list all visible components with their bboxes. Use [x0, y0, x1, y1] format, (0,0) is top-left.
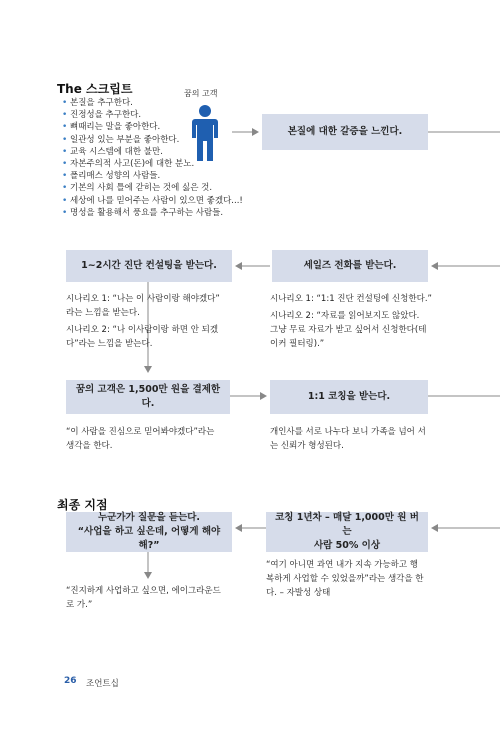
section-title-final: 최종 지점 — [57, 498, 108, 512]
box-line: 코칭 1년차 – 매달 1,000만 원 버는 — [275, 512, 419, 537]
step-box-2: 1~2시간 진단 컨설팅을 받는다. — [66, 250, 232, 282]
list-item: • 폴리매스 성향의 사람들. — [62, 170, 243, 182]
note-line: “이 사람을 진심으로 믿어봐야겠다”라는 — [66, 427, 215, 437]
list-item: • 진정성을 추구한다. — [62, 109, 243, 121]
note-scenario-2-left — [66, 323, 256, 351]
note-line: 시나리오 1: “나는 이 사람이랑 해야겠다” — [66, 294, 220, 304]
list-item: • 교육 시스템에 대한 불만. — [62, 146, 243, 158]
list-item: • 기본의 사회 틀에 갇히는 것에 싫은 것. — [62, 182, 243, 194]
note-line: 시나리오 1: “1:1 진단 컨설팅에 신청한다.” — [270, 294, 432, 304]
note-line: 복하게 사업할 수 있었을까”라는 생각을 한 — [266, 574, 424, 584]
note-line: 이커 필터링).” — [270, 339, 325, 349]
list-item: • 명성을 활용해서 풍요를 추구하는 사람들. — [62, 207, 243, 219]
note-line: 다”라는 느낌을 받는다. — [66, 339, 153, 349]
note-line: 그냥 무료 자료가 받고 싶어서 신청한다(테 — [270, 325, 427, 335]
note-scenario-1-left — [66, 292, 256, 320]
note-box-6 — [66, 584, 256, 612]
note-line: 로 가.” — [66, 600, 93, 610]
note-line: 라는 느낌을 받는다. — [66, 308, 140, 318]
note-line: 시나리오 2: “자료를 읽어보지도 않았다. — [270, 311, 420, 321]
person-icon — [192, 104, 218, 162]
list-item: • 일관성 있는 부분을 좋아한다. — [62, 134, 243, 146]
box-line: “사업을 하고 싶은데, 어떻게 해야 해?” — [77, 526, 221, 551]
step-box-4: 꿈의 고객은 1,500만 원을 결제한다. — [66, 380, 230, 414]
step-box-1: 본질에 대한 갈증을 느낀다. — [262, 114, 428, 150]
step-box-7 — [266, 512, 428, 552]
note-line: 시나리오 2: “나 이사람이랑 하면 안 되겠 — [66, 325, 219, 335]
list-item: • 본질을 추구한다. — [62, 97, 243, 109]
note-line: 개인사를 서로 나누다 보니 가족을 넘어 서 — [270, 427, 426, 437]
section-title-script: The 스크립트 — [57, 82, 133, 96]
running-head: 조언트십 — [86, 679, 119, 689]
step-box-3: 세일즈 전화를 받는다. — [272, 250, 428, 282]
note-box-7 — [266, 558, 470, 600]
list-item: • 자본주의적 사고(돈)에 대한 분노. — [62, 158, 243, 170]
note-line: “진지하게 사업하고 싶으면, 에이그라운드 — [66, 586, 221, 596]
note-line: “여기 아니면 과연 내가 지속 가능하고 행 — [266, 560, 418, 570]
box-line: 누군가가 질문을 듣는다. — [98, 512, 200, 523]
list-item: • 세상에 나를 믿어주는 사람이 있으면 좋겠다...! — [62, 195, 243, 207]
note-box-5 — [270, 425, 470, 453]
box-line: 사람 50% 이상 — [313, 540, 381, 551]
note-line: 생각을 한다. — [66, 441, 113, 451]
note-box-4 — [66, 425, 256, 453]
step-box-6 — [66, 512, 232, 552]
note-scenario-2-right — [270, 309, 470, 351]
note-line: 는 신뢰가 형성된다. — [270, 441, 344, 451]
page-number: 26 — [64, 676, 77, 686]
step-box-5: 1:1 코칭을 받는다. — [270, 380, 428, 414]
list-item: • 뼈때리는 말을 좋아한다. — [62, 121, 243, 133]
person-label: 꿈의 고객 — [184, 89, 218, 98]
note-line: 다. – 자발성 상태 — [266, 588, 331, 598]
note-scenario-1-right — [270, 292, 470, 306]
